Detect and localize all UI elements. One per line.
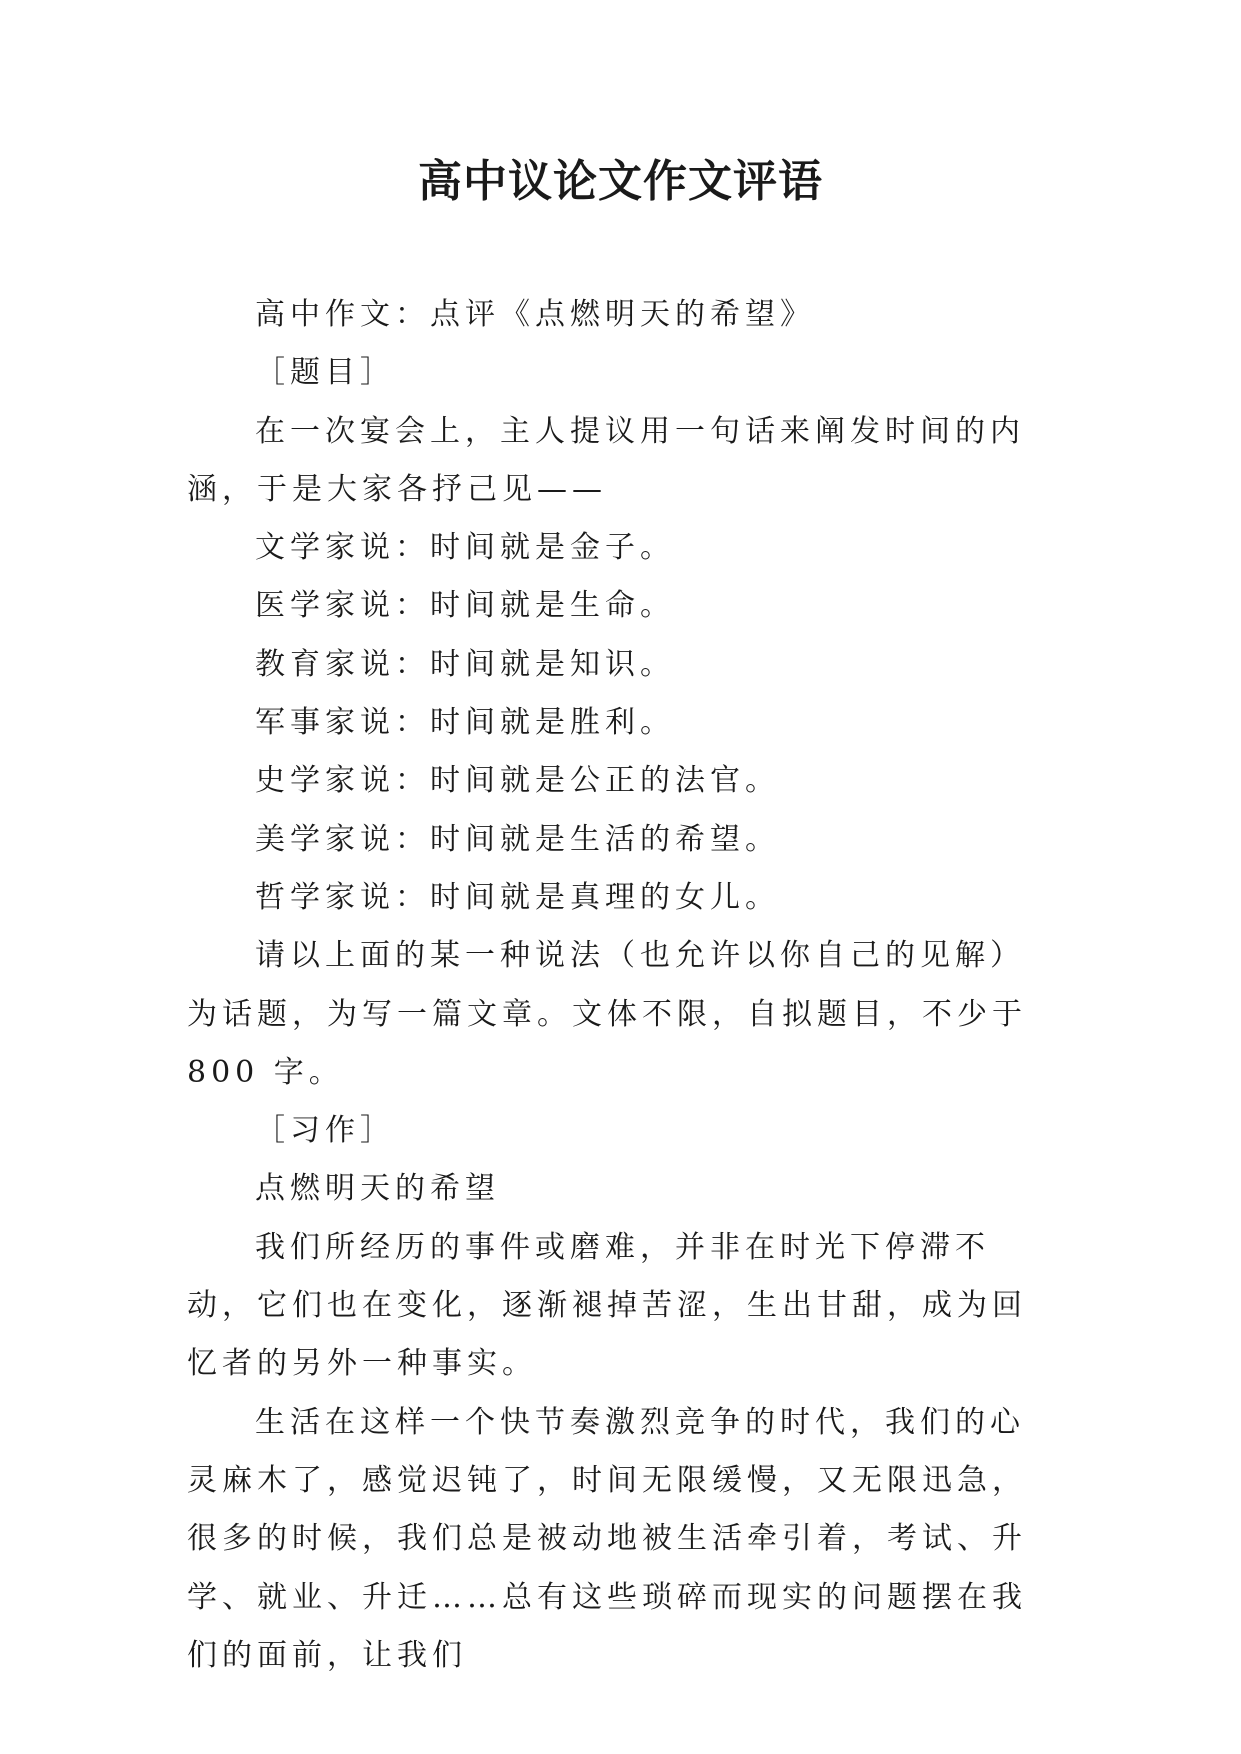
paragraph: 教育家说：时间就是知识。: [255, 646, 675, 682]
paragraph: 医学家说：时间就是生命。: [255, 588, 675, 624]
paragraph: 我们所经历的事件或磨难，并非在时光下停滞不动，它们也在变化，逐渐褪掉苦涩，生出甘甜，成为回忆者的另外一种事实。: [187, 1229, 1027, 1382]
document-body: [187, 286, 1055, 1685]
paragraph: 美学家说：时间就是生活的希望。: [255, 821, 780, 857]
paragraph: 在一次宴会上，主人提议用一句话来阐发时间的内涵，于是大家各抒己见——: [187, 413, 1025, 507]
paragraph: 生活在这样一个快节奏激烈竞争的时代，我们的心灵麻木了，感觉迟钝了，时间无限缓慢，又无限迅急，很多的时候，我们总是被动地被生活牵引着，考试、升学、就业、升迁……总有这些琐碎而现实的问题摆在我们的面前，让我们: [187, 1404, 1027, 1673]
document-title: 高中议论文作文评语: [418, 156, 823, 207]
paragraph: 史学家说：时间就是公正的法官。: [255, 763, 780, 799]
paragraph-essay-heading: ［习作］: [255, 1113, 395, 1149]
paragraph-subtitle: 高中作文：点评《点燃明天的希望》: [255, 297, 815, 332]
paragraph: 文学家说：时间就是金子。: [255, 530, 675, 566]
paragraph-essay-title: 点燃明天的希望: [255, 1171, 500, 1207]
paragraph-prompt: 请以上面的某一种说法（也允许以你自己的见解）为话题，为写一篇文章。文体不限，自拟题目，不少于 800 字。: [187, 938, 1027, 1090]
paragraph-topic-heading: ［题目］: [255, 355, 395, 391]
paragraph: 军事家说：时间就是胜利。: [255, 705, 675, 741]
paragraph: 哲学家说：时间就是真理的女儿。: [255, 879, 780, 915]
